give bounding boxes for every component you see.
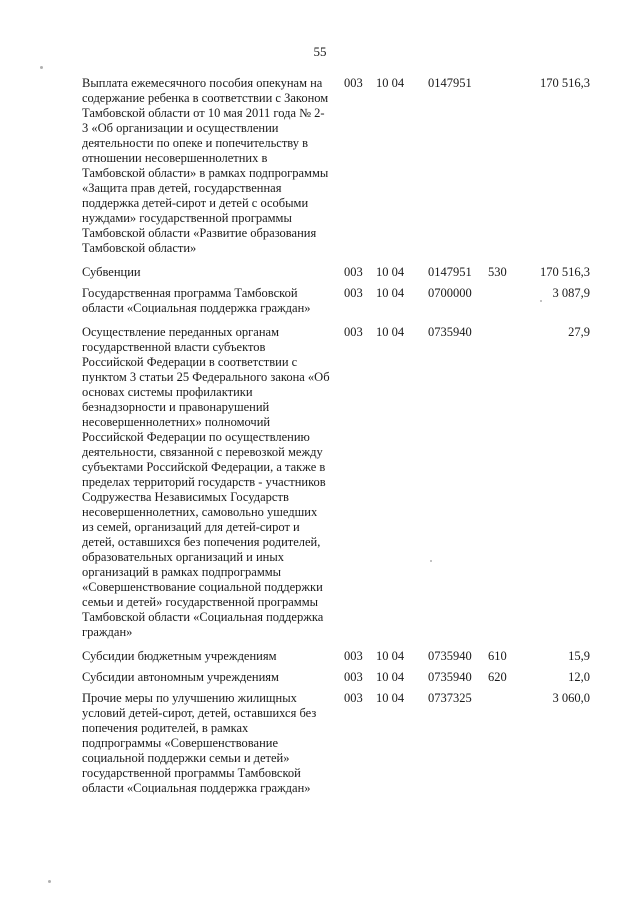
target-article-code: 0147951 [428, 76, 472, 90]
amount: 170 516,3 [540, 265, 590, 279]
table-row [82, 670, 590, 685]
ministry-code: 003 [344, 691, 363, 705]
scan-speck [430, 560, 432, 562]
amount: 15,9 [568, 649, 590, 663]
section-code: 10 04 [376, 325, 405, 339]
budget-table [82, 76, 590, 805]
target-article-code: 0700000 [428, 286, 472, 300]
page-number: 55 [313, 44, 327, 59]
table-row [82, 649, 590, 664]
row-description: Государственная программа Тамбовской области «Социальная поддержка граждан» [82, 286, 311, 315]
table-row [82, 325, 590, 640]
amount: 3 087,9 [552, 286, 590, 300]
table-row [82, 286, 590, 316]
row-description: Прочие меры по улучшению жилищных условий детей-сирот, детей, оставшихся без попечения родителей, в рамках подпрограммы «Совершенствование социальной поддержки семьи и детей» государственной программы Тамбовской области «Социальная поддержка граждан» [82, 691, 317, 795]
row-description: Выплата ежемесячного пособия опекунам на содержание ребенка в соответствии с Законом Тамбовской области от 10 мая 2011 года № 2-3 «Об организации и осуществлении деятельности по опеке и попечительству в отношении несовершеннолетних в Тамбовской области» в рамках подпрограммы «Защита прав детей, государственная поддержка детей-сирот и детей с особыми нуждами» государственной программы Тамбовской области «Развитие образования Тамбовской области» [82, 76, 329, 255]
section-code: 10 04 [376, 649, 405, 663]
ministry-code: 003 [344, 649, 363, 663]
section-code: 10 04 [376, 265, 405, 279]
ministry-code: 003 [344, 670, 363, 684]
section-code: 10 04 [376, 76, 405, 90]
row-description: Субвенции [82, 265, 141, 279]
amount: 12,0 [568, 670, 590, 684]
section-code: 10 04 [376, 286, 405, 300]
target-article-code: 0735940 [428, 325, 472, 339]
section-code: 10 04 [376, 691, 405, 705]
amount: 27,9 [568, 325, 590, 339]
target-article-code: 0147951 [428, 265, 472, 279]
expense-type-code: 620 [488, 670, 507, 684]
row-description: Субсидии бюджетным учреждениям [82, 649, 277, 663]
table-row [82, 691, 590, 796]
expense-type-code: 530 [488, 265, 507, 279]
table-row [82, 265, 590, 280]
table-row [82, 76, 590, 256]
row-description: Субсидии автономным учреждениям [82, 670, 279, 684]
row-description: Осуществление переданных органам государственной власти субъектов Российской Федерации в соответствии с пунктом 3 статьи 25 Федерального закона «Об основах системы профилактики безнадзорности и правонарушений несовершеннолетних» полномочий Российской Федерации по осуществлению деятельности, связанной с перевозкой между субъектами Российской Федерации, а также в пределах территорий государств - участников Содружества Независимых Государств несовершеннолетних, самовольно ушедших из семей, организаций для детей-сирот и детей, оставшихся без попечения родителей, образовательных организаций и иных организаций в рамках подпрограммы «Совершенствование социальной поддержки семьи и детей» государственной программы Тамбовской области «Социальная поддержка граждан» [82, 325, 330, 639]
target-article-code: 0737325 [428, 691, 472, 705]
scan-speck [540, 300, 542, 302]
section-code: 10 04 [376, 670, 405, 684]
amount: 170 516,3 [540, 76, 590, 90]
scan-speck [40, 66, 43, 69]
amount: 3 060,0 [552, 691, 590, 705]
ministry-code: 003 [344, 265, 363, 279]
expense-type-code: 610 [488, 649, 507, 663]
ministry-code: 003 [344, 286, 363, 300]
ministry-code: 003 [344, 76, 363, 90]
target-article-code: 0735940 [428, 670, 472, 684]
ministry-code: 003 [344, 325, 363, 339]
target-article-code: 0735940 [428, 649, 472, 663]
scan-speck [48, 880, 51, 883]
